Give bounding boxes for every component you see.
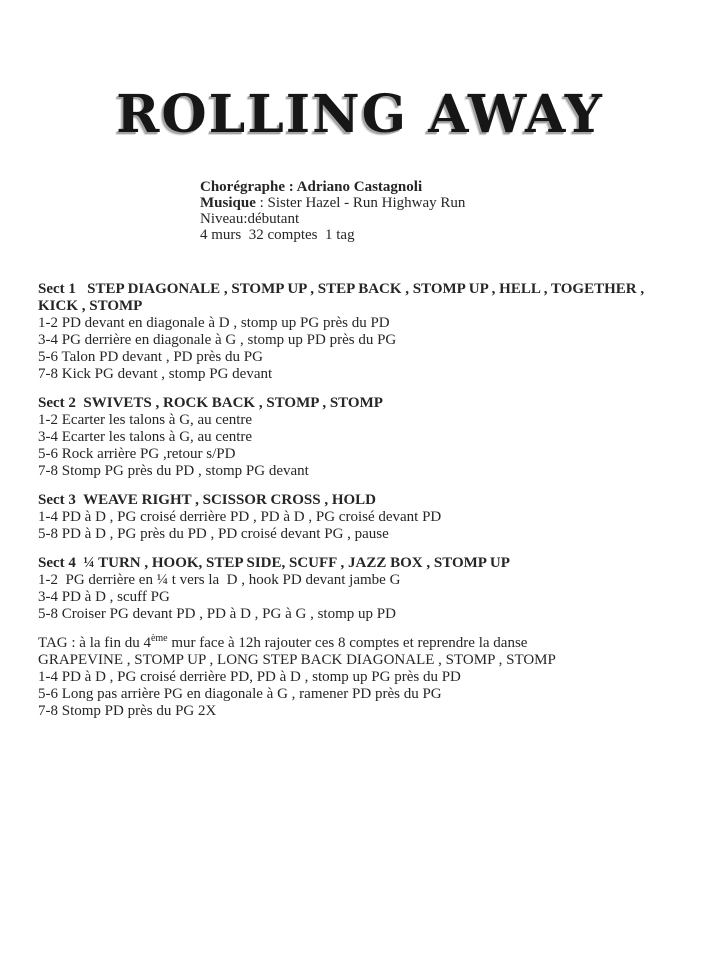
section-4-header: Sect 4 ¼ TURN , HOOK, STEP SIDE, SCUFF , JAZZ BOX , STOMP UP: [38, 555, 510, 571]
section-2: [38, 395, 670, 480]
tag-intro-superscript: ème: [150, 633, 168, 644]
step-line: 3-4 PG derrière en diagonale à G , stomp up PD près du PG: [38, 332, 397, 348]
step-line: 7-8 Stomp PG près du PD , stomp PG devant: [38, 463, 309, 479]
level-line: Niveau:débutant: [200, 211, 300, 227]
section-1-header: Sect 1 STEP DIAGONALE , STOMP UP , STEP BACK , STOMP UP , HELL , TOGETHER , KICK , STOMP: [38, 281, 648, 314]
tag-section: [38, 635, 670, 720]
step-line: 3-4 Ecarter les talons à G, au centre: [38, 429, 253, 445]
music-value: : Sister Hazel - Run Highway Run: [255, 195, 466, 211]
section-4: [38, 555, 670, 623]
step-line: 3-4 PD à D , scuff PG: [38, 589, 170, 605]
choreographer-label: Chorégraphe :: [200, 179, 297, 195]
section-1: [38, 281, 670, 383]
step-line: 7-8 Stomp PD près du PG 2X: [38, 703, 217, 719]
tag-intro-line: [38, 635, 670, 652]
dance-steps-content: [38, 281, 670, 720]
step-line: 1-4 PD à D , PG croisé derrière PD , PD à D , PG croisé devant PD: [38, 509, 442, 525]
step-line: 1-4 PD à D , PG croisé derrière PD, PD à D , stomp up PG près du PD: [38, 669, 461, 685]
meta-block: [200, 179, 720, 243]
choreographer-line: [200, 179, 720, 195]
dance-title: ROLLING AWAY: [116, 84, 604, 145]
music-line: [200, 195, 720, 211]
tag-intro-prefix: TAG : à la fin du 4: [38, 635, 151, 651]
section-3: [38, 492, 670, 543]
counts-line: 4 murs 32 comptes 1 tag: [200, 227, 355, 243]
step-line: 1-2 PD devant en diagonale à D , stomp up PG près du PD: [38, 315, 390, 331]
step-line: 7-8 Kick PG devant , stomp PG devant: [38, 366, 273, 382]
step-line: 5-8 Croiser PG devant PD , PD à D , PG à G , stomp up PD: [38, 606, 396, 622]
step-line: 1-2 Ecarter les talons à G, au centre: [38, 412, 253, 428]
step-line: 5-6 Long pas arrière PG en diagonale à G , ramener PD près du PG: [38, 686, 442, 702]
section-3-header: Sect 3 WEAVE RIGHT , SCISSOR CROSS , HOLD: [38, 492, 376, 508]
section-2-header: Sect 2 SWIVETS , ROCK BACK , STOMP , STOMP: [38, 395, 383, 411]
step-line: 5-6 Rock arrière PG ,retour s/PD: [38, 446, 236, 462]
tag-intro-suffix: mur face à 12h rajouter ces 8 comptes et reprendre la danse: [167, 635, 528, 651]
step-line: 5-6 Talon PD devant , PD près du PG: [38, 349, 263, 365]
music-label: Musique: [200, 195, 256, 211]
step-line: 1-2 PG derrière en ¼ t vers la D , hook PD devant jambe G: [38, 572, 401, 588]
choreographer-name: Adriano Castagnoli: [296, 179, 423, 195]
tag-header-line: GRAPEVINE , STOMP UP , LONG STEP BACK DIAGONALE , STOMP , STOMP: [38, 652, 556, 668]
step-line: 5-8 PD à D , PG près du PD , PD croisé devant PG , pause: [38, 526, 389, 542]
